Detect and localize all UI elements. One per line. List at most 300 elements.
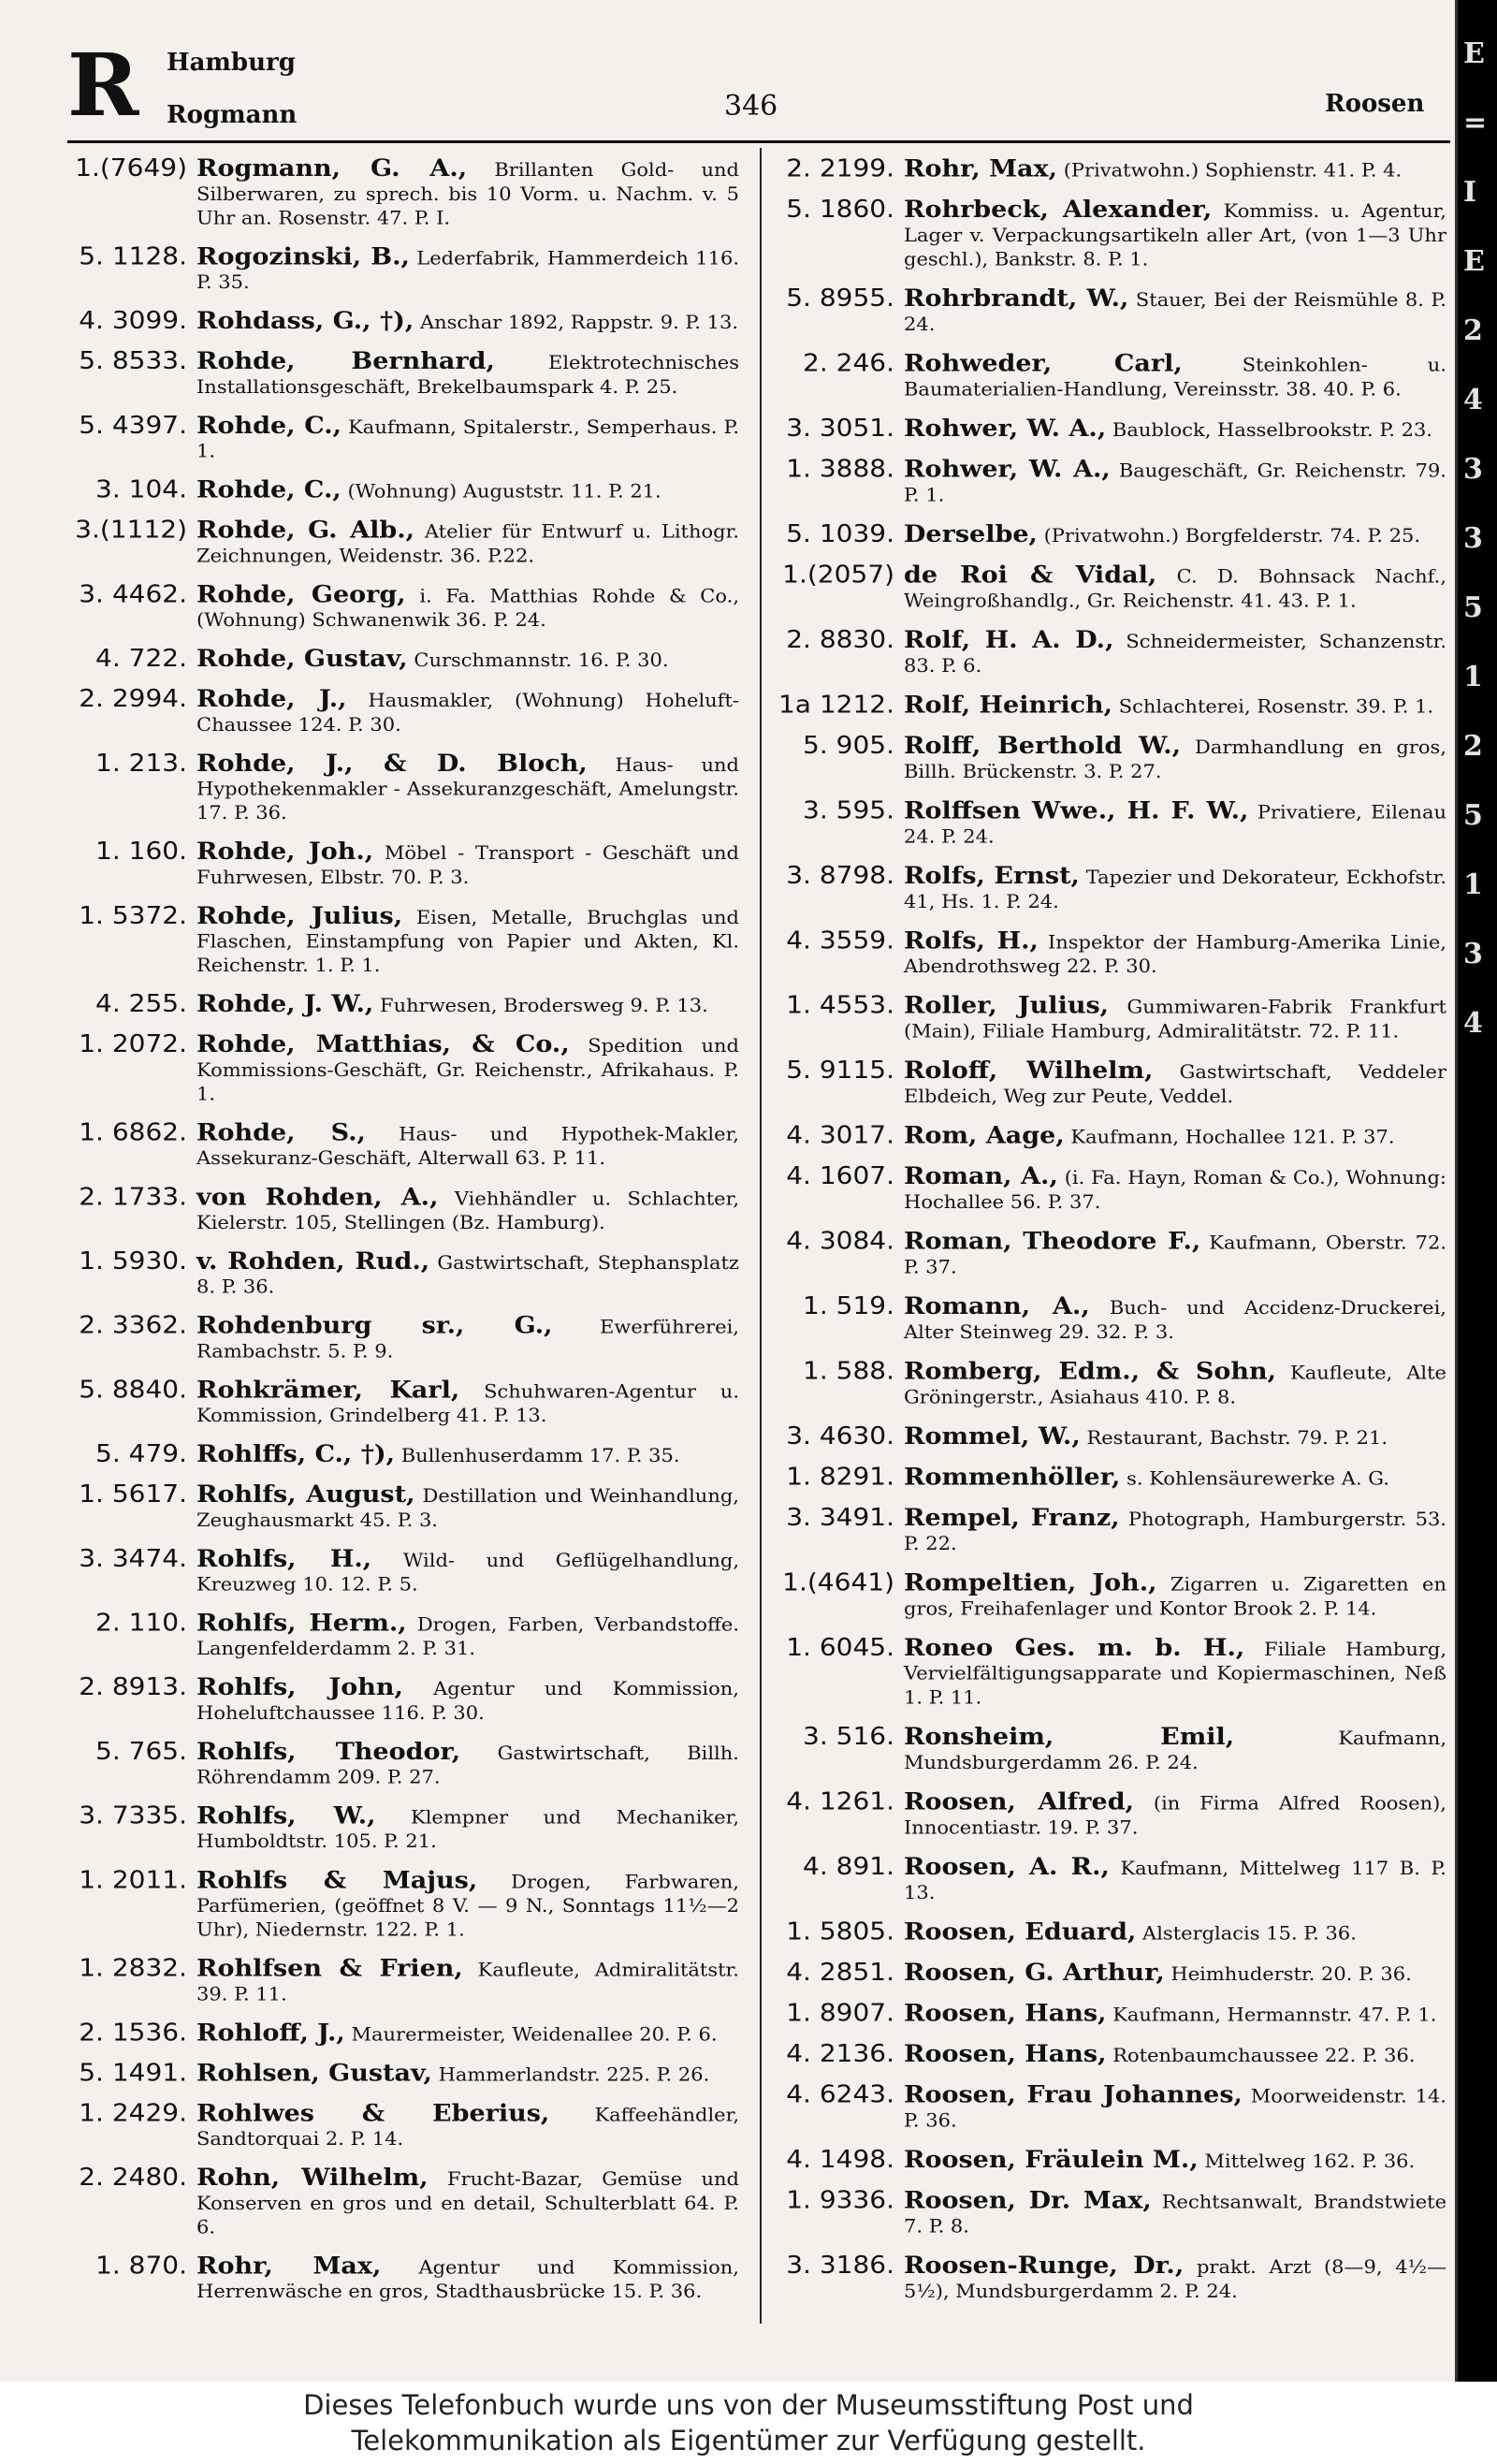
subscriber-name: Rohde, Joh., (196, 838, 374, 866)
entry-text (196, 2021, 739, 2047)
phone-number: 1. 5372. (79, 901, 187, 930)
entry-text (196, 752, 739, 825)
subscriber-name: Rohwer, W. A., (904, 415, 1107, 443)
directory-entry (775, 2250, 1446, 2304)
entry-text (196, 310, 739, 335)
header-last-name: Roosen (1325, 90, 1425, 118)
subscriber-name: Rohn, Wilhelm, (196, 2165, 429, 2192)
entry-text (196, 583, 739, 632)
phone-number: 2. 3362. (79, 1310, 187, 1340)
edge-character: I (1463, 176, 1477, 209)
subscriber-name: Rohlfs, Theodor, (196, 1738, 461, 1766)
subscriber-details: Kaufleute, Admiralitätstr. 39. P. 11. (196, 1960, 739, 2005)
subscriber-details: (Privatwohn.) Borgfelderstr. 74. P. 25. (1043, 525, 1421, 547)
phone-number: 1. 5805. (786, 1917, 894, 1946)
phone-number: 4. 6243. (786, 2079, 894, 2109)
phone-number: 4. 3084. (786, 1226, 894, 1256)
phone-number: 4. 2136. (786, 2038, 894, 2068)
header-rule (67, 140, 1450, 143)
subscriber-name: Rohlsen, Gustav, (196, 2060, 432, 2087)
directory-entry (775, 519, 1446, 548)
subscriber-name: Rohweder, Carl, (904, 350, 1183, 378)
directory-entry (67, 1480, 739, 1532)
subscriber-name: Rohlfsen & Frien, (196, 1955, 463, 1983)
subscriber-name: Rohlfs, H., (196, 1545, 372, 1573)
subscriber-name: Rohloff, J., (196, 2019, 345, 2047)
directory-entry (67, 1182, 740, 1234)
phone-number: 1. 6862. (79, 1117, 187, 1146)
subscriber-details: i. Fa. Matthias Rohde & Co., (Wohnung) Schwanenwik 36. P. 24. (196, 585, 739, 631)
phone-number: 2. 8830. (786, 624, 894, 654)
directory-entry (67, 2251, 739, 2303)
subscriber-name: Roosen, Dr. Max, (904, 2187, 1152, 2214)
subscriber-name: Roller, Julius, (904, 992, 1110, 1020)
phone-number: 1.(2057) (782, 560, 894, 590)
phone-number: 1. 9336. (786, 2185, 894, 2214)
directory-entry (67, 1608, 739, 1660)
subscriber-details: Agentur und Kommission, Hoheluftchaussee 116. P. 30. (196, 1678, 739, 1724)
subscriber-name: Rohde, S., (196, 1119, 366, 1146)
subscriber-details: Alsterglacis 15. P. 36. (1142, 1922, 1357, 1945)
subscriber-details: Haus- und Hypothek-Makler, Assekuranz-Geschäft, Alterwall 63. P. 11. (196, 1124, 739, 1169)
subscriber-details: Photograph, Hamburgerstr. 53. P. 22. (904, 1509, 1446, 1554)
subscriber-name: Rohde, Julius, (196, 902, 403, 930)
entry-text (904, 799, 1446, 849)
directory-entry (67, 1029, 739, 1106)
subscriber-name: Rohlwes & Eberius, (196, 2100, 550, 2127)
adjacent-page-characters (1460, 0, 1497, 2382)
entry-text (904, 2254, 1446, 2304)
entry-text (904, 1636, 1446, 1710)
subscriber-details: Maurermeister, Weidenallee 20. P. 6. (351, 2023, 718, 2045)
directory-entry (775, 926, 1446, 979)
phone-number: 2. 2994. (79, 684, 187, 713)
header-first-name: Rogmann (167, 101, 298, 129)
phone-number: 4. 1261. (786, 1786, 894, 1816)
directory-entry (775, 1056, 1446, 1109)
phone-number: 3. 8798. (786, 860, 894, 890)
subscriber-name: Rohde, J. W., (196, 991, 374, 1018)
phone-number: 4. 3559. (786, 926, 894, 955)
directory-entry (67, 1375, 739, 1427)
entry-text (904, 1571, 1446, 1621)
subscriber-name: Ronsheim, Emil, (904, 1723, 1235, 1751)
subscriber-details: Kommiss. u. Agentur, Lager v. Verpackungsartikeln aller Art, (von 1—3 Uhr geschl.), Bankstr. 8. P. 1. (904, 200, 1446, 270)
entry-text (904, 2189, 1446, 2238)
subscriber-details: Gastwirtschaft, Billh. Röhrendamm 209. P. 27. (196, 1742, 739, 1788)
entry-text (196, 1443, 739, 1468)
entry-text (196, 840, 739, 889)
subscriber-details: Hausmakler, (Wohnung) Hoheluft-Chaussee 124. P. 30. (196, 690, 739, 736)
entry-text (904, 994, 1446, 1043)
subscriber-details: C. D. Bohnsack Nachf., Weingroßhandlg., Gr. Reichenstr. 41. 43. P. 1. (904, 566, 1446, 612)
directory-entry (67, 1737, 739, 1789)
subscriber-name: de Roi & Vidal, (904, 561, 1157, 590)
phone-number: 5. 4397. (79, 411, 187, 440)
subscriber-name: Rohde, Georg, (196, 581, 406, 608)
entry-text (904, 1790, 1446, 1840)
phone-number: 1. 2429. (79, 2098, 187, 2127)
subscriber-name: Rohlfs & Majus, (196, 1867, 478, 1894)
subscriber-name: Roneo Ges. m. b. H., (904, 1634, 1245, 1662)
directory-entry (775, 624, 1446, 678)
entry-text (904, 287, 1446, 337)
subscriber-details: Filiale Hamburg, Vervielfältigungsapparate und Kopiermaschinen, Neß 1. P. 11. (904, 1639, 1446, 1709)
subscriber-details: Mittelweg 162. P. 36. (1204, 2151, 1416, 2172)
phone-number: 1. 8907. (786, 1998, 894, 2027)
subscriber-details: Kaufleute, Alte Gröningerstr., Asiahaus 410. P. 8. (904, 1362, 1446, 1408)
directory-entry (775, 560, 1446, 613)
footer-line-1: Dieses Telefonbuch wurde uns von der Museumsstiftung Post und (303, 2389, 1194, 2421)
subscriber-name: Rohwer, W. A., (904, 456, 1111, 484)
subscriber-name: Rohlfs, August, (196, 1481, 415, 1509)
entry-text (196, 1545, 739, 1596)
directory-entry (67, 1672, 739, 1725)
directory-entry (775, 2079, 1446, 2133)
phone-number: 1. 213. (95, 748, 187, 778)
subscriber-details: Spedition und Kommissions-Geschäft, Gr. Reichenstr., Afrikahaus. P. 1. (196, 1035, 739, 1105)
subscriber-name: Rohdenburg sr., G., (196, 1312, 553, 1340)
column-divider (760, 148, 762, 2324)
entry-text (904, 1422, 1446, 1451)
directory-entry (775, 348, 1446, 401)
directory-entry (775, 2144, 1446, 2174)
subscriber-details: Bullenhuserdamm 17. P. 35. (400, 1445, 680, 1466)
subscriber-details: Hammerlandstr. 225. P. 26. (438, 2063, 710, 2085)
subscriber-name: Rolf, H. A. D., (904, 626, 1114, 654)
phone-number: 5. 9115. (786, 1056, 894, 1085)
directory-entry (67, 901, 739, 978)
directory-entry (775, 1917, 1446, 1946)
subscriber-details: Stauer, Bei der Reismühle 8. P. 24. (904, 289, 1446, 335)
phone-number: 1. 4553. (786, 990, 894, 1020)
directory-entry (775, 795, 1446, 849)
subscriber-details: Kaufmann, Oberstr. 72. P. 37. (904, 1232, 1446, 1278)
phone-number: 1. 5930. (79, 1247, 187, 1276)
entry-text (196, 157, 739, 230)
phone-number: 1a 1212. (778, 690, 894, 719)
phone-number: 2. 1536. (79, 2018, 187, 2047)
entry-text (904, 2146, 1446, 2174)
phone-number: 2. 2480. (79, 2163, 187, 2192)
phone-number: 4. 1607. (786, 1161, 894, 1190)
phone-number: 2. 2199. (786, 153, 894, 182)
phone-number: 5. 765. (95, 1737, 187, 1766)
subscriber-details: Baublock, Hasselbrookstr. P. 23. (1112, 419, 1432, 441)
directory-entry (775, 414, 1446, 443)
subscriber-details: Viehhändler u. Schlachter, Kielerstr. 105, Stellingen (Bz. Hamburg). (196, 1188, 740, 1233)
directory-entry (775, 1161, 1446, 1215)
subscriber-details: Anschar 1892, Rappstr. 9. P. 13. (419, 312, 739, 333)
directory-entry (775, 1957, 1446, 1987)
phone-number: 3.(1112) (75, 515, 187, 545)
entry-text (904, 2083, 1446, 2133)
subscriber-name: Rohlfs, W., (196, 1802, 376, 1830)
phone-number: 1. 870. (95, 2251, 187, 2280)
directory-entry (67, 1865, 739, 1942)
subscriber-details: Gastwirtschaft, Stephansplatz 8. P. 36. (196, 1252, 739, 1298)
entry-text (196, 2062, 739, 2087)
subscriber-name: Rohrbeck, Alexander, (904, 196, 1213, 224)
directory-entry (775, 194, 1446, 272)
page-number: 346 (724, 90, 778, 123)
subscriber-name: Roosen, Alfred, (904, 1788, 1134, 1816)
entry-text (904, 198, 1446, 272)
phone-number: 4. 722. (95, 644, 187, 673)
subscriber-details: Tapezier und Dekorateur, Eckhofstr. 41, Hs. 1. P. 24. (904, 867, 1446, 912)
directory-entry (67, 748, 739, 825)
subscriber-name: Romann, A., (904, 1292, 1090, 1320)
subscriber-details: Drogen, Farbwaren, Parfümerien, (geöffnet 8 V. — 9 N., Sonntags 11½—2 Uhr), Niedernstr. 122. P. 1. (196, 1871, 739, 1941)
entry-text (904, 1124, 1446, 1149)
phone-number: 1. 2832. (79, 1953, 187, 1983)
phone-number: 3. 7335. (79, 1801, 187, 1830)
phone-number: 3. 4462. (79, 579, 187, 608)
phone-number: 5. 1860. (786, 194, 894, 224)
edge-character: 1 (1463, 868, 1483, 901)
subscriber-name: Roman, Theodore F., (904, 1228, 1201, 1256)
phone-number: 3. 3491. (786, 1502, 894, 1532)
edge-character: 2 (1463, 314, 1483, 347)
directory-entry (67, 1247, 739, 1299)
subscriber-name: Rohde, C., (196, 476, 342, 504)
directory-entry (775, 1120, 1446, 1150)
subscriber-name: Romberg, Edm., & Sohn, (904, 1358, 1277, 1385)
subscriber-name: Rolf, Heinrich, (904, 692, 1113, 719)
subscriber-name: Rohde, Matthias, & Co., (196, 1031, 570, 1058)
subscriber-name: Rolfs, H., (904, 927, 1039, 955)
phone-number: 1. 588. (803, 1356, 894, 1385)
subscriber-name: Rohde, Gustav, (196, 646, 408, 673)
edge-character: E (1463, 37, 1485, 70)
edge-character: 3 (1463, 938, 1483, 970)
entry-text (196, 1869, 739, 1942)
subscriber-details: Heimhuderstr. 20. P. 36. (1170, 1963, 1412, 1985)
subscriber-name: Rempel, Franz, (904, 1504, 1120, 1532)
phone-number: 2. 1733. (79, 1182, 187, 1211)
phone-number: 2. 110. (95, 1608, 187, 1637)
subscriber-name: Rommel, W., (904, 1422, 1081, 1451)
entry-text (196, 1611, 739, 1660)
subscriber-name: von Rohden, A., (196, 1184, 439, 1211)
entry-text (196, 1378, 739, 1427)
subscriber-details: Lederfabrik, Hammerdeich 116. P. 35. (196, 248, 740, 293)
subscriber-details: (Wohnung) Auguststr. 11. P. 21. (347, 481, 661, 503)
subscriber-details: Fuhrwesen, Brodersweg 9. P. 13. (380, 995, 708, 1016)
subscriber-details: Destillation und Weinhandlung, Zeughausmarkt 45. P. 3. (196, 1485, 739, 1531)
directory-entry (67, 241, 740, 294)
subscriber-name: Rohr, Max, (196, 2253, 382, 2280)
directory-entry (67, 474, 739, 504)
section-letter: R (67, 35, 138, 136)
entry-text (904, 864, 1446, 913)
subscriber-name: Rohde, Bernhard, (196, 348, 495, 375)
subscriber-details: Curschmannstr. 16. P. 30. (414, 649, 669, 671)
phone-number: 5. 8840. (79, 1375, 187, 1404)
entry-text (196, 1186, 739, 1234)
directory-entry (775, 1462, 1446, 1491)
subscriber-details: Wild- und Geflügelhandlung, Kreuzweg 10. 12. P. 5. (196, 1550, 739, 1596)
left-column (67, 153, 740, 2319)
subscriber-details: Moorweidenstr. 14. P. 36. (904, 2085, 1446, 2132)
directory-entry (67, 306, 739, 335)
subscriber-details: Restaurant, Bachstr. 79. P. 21. (1086, 1427, 1388, 1449)
subscriber-name: Roosen, Hans, (904, 2000, 1107, 2027)
subscriber-details: Brillanten Gold- und Silberwaren, zu sprech. bis 10 Vorm. u. Nachm. v. 5 Uhr an. Rosenstr. 47. P. I. (196, 159, 739, 229)
directory-entry (67, 989, 739, 1018)
subscriber-details: Ewerführerei, Rambachstr. 5. P. 9. (196, 1317, 739, 1362)
entry-text (196, 519, 739, 568)
subscriber-name: Rohrbrandt, W., (904, 285, 1129, 313)
directory-entry (67, 2163, 739, 2239)
subscriber-name: Rolff, Berthold W., (904, 732, 1182, 760)
entry-text (904, 626, 1446, 678)
directory-entry (67, 346, 739, 399)
edge-character: 2 (1463, 730, 1483, 763)
subscriber-name: Roosen, A. R., (904, 1853, 1110, 1881)
entry-text (196, 1247, 739, 1299)
directory-entry (775, 153, 1446, 182)
entry-text (196, 2102, 739, 2151)
directory-entry (775, 1567, 1446, 1621)
entry-text (196, 993, 739, 1018)
subscriber-details: Steinkohlen- u. Baumaterialien-Handlung, Vereinsstr. 38. 40. P. 6. (904, 355, 1446, 401)
phone-number: 4. 3017. (786, 1120, 894, 1150)
directory-entry (67, 1439, 739, 1468)
subscriber-name: v. Rohden, Rud., (196, 1247, 430, 1276)
subscriber-details: Schuhwaren-Agentur u. Kommission, Grindelberg 41. P. 13. (196, 1380, 739, 1426)
subscriber-name: Roosen, Eduard, (904, 1918, 1137, 1946)
edge-character: 1 (1463, 661, 1483, 693)
entry-text (904, 1723, 1446, 1775)
directory-entry (67, 2018, 739, 2047)
phone-number: 4. 1498. (786, 2144, 894, 2174)
directory-entry (775, 860, 1446, 913)
entry-text (904, 1853, 1446, 1905)
phone-number: 1. 8291. (786, 1462, 894, 1491)
subscriber-name: Rohkrämer, Karl, (196, 1377, 460, 1404)
entry-text (904, 520, 1446, 548)
directory-entry (775, 1851, 1446, 1905)
entry-text (904, 417, 1446, 443)
directory-entry (67, 684, 739, 736)
subscriber-name: Rohlfs, Herm., (196, 1610, 407, 1637)
subscriber-name: Roosen-Runge, Dr., (904, 2252, 1185, 2280)
phone-number: 1.(7649) (75, 153, 187, 182)
header-city: Hamburg (167, 49, 296, 77)
edge-character: E (1463, 245, 1485, 278)
phone-number: 5. 8533. (79, 346, 187, 375)
directory-entry (775, 1356, 1446, 1409)
entry-text (196, 1676, 739, 1725)
phone-number: 2. 246. (803, 348, 894, 378)
phone-number: 5. 8955. (786, 284, 894, 313)
subscriber-details: Kaufmann, Hochallee 121. P. 37. (1070, 1127, 1395, 1148)
subscriber-name: Rohlfs, John, (196, 1674, 403, 1701)
phone-number: 1. 5617. (79, 1480, 187, 1509)
right-column (775, 153, 1446, 2319)
subscriber-details: Kaufmann, Hermannstr. 47. P. 1. (1112, 2004, 1437, 2026)
phone-number: 3. 3474. (79, 1543, 187, 1573)
subscriber-name: Roloff, Wilhelm, (904, 1057, 1154, 1085)
phone-number: 5. 1491. (79, 2058, 187, 2087)
directory-entry (67, 1310, 739, 1363)
subscriber-name: Rommenhöller, (904, 1464, 1121, 1491)
entry-text (904, 1162, 1446, 1215)
directory-entry (67, 2058, 739, 2087)
subscriber-details: Kaufmann, Spitalerstr., Semperhaus. P. 1. (196, 416, 739, 462)
directory-entry (775, 454, 1446, 507)
subscriber-name: Rohdass, G., †), (196, 308, 414, 335)
subscriber-name: Roosen, Hans, (904, 2040, 1107, 2068)
subscriber-details: (in Firma Alfred Roosen), Innocentiastr. 19. P. 37. (904, 1793, 1446, 1839)
subscriber-details: Gastwirtschaft, Veddeler Elbdeich, Weg zur Peute, Veddel. (904, 1061, 1446, 1107)
directory-entry (67, 515, 739, 568)
subscriber-name: Rohde, C., (196, 412, 342, 440)
subscriber-details: (i. Fa. Hayn, Roman & Co.), Wohnung: Hochallee 56. P. 37. (904, 1167, 1446, 1213)
directory-entry (775, 1226, 1446, 1279)
phone-number: 2. 8913. (79, 1672, 187, 1701)
subscriber-name: Roosen, Frau Johannes, (904, 2081, 1243, 2109)
phone-number: 1. 160. (95, 837, 187, 866)
phone-number: 3. 104. (95, 474, 187, 504)
phone-number: 5. 1039. (786, 519, 894, 548)
directory-entry (775, 1421, 1446, 1451)
subscriber-name: Rohde, J., & D. Bloch, (196, 750, 588, 778)
directory-entry (775, 1632, 1446, 1710)
entry-text (904, 732, 1446, 784)
subscriber-name: Rohr, Max, (904, 155, 1058, 182)
subscriber-name: Rohlffs, C., †), (196, 1441, 396, 1468)
directory-entry (775, 730, 1446, 784)
subscriber-details: Atelier für Entwurf u. Lithogr. Zeichnungen, Weidenstr. 36. P.22. (196, 521, 739, 566)
edge-character: 5 (1463, 591, 1483, 624)
subscriber-details: Darmhandlung en gros, Billh. Brückenstr. 3. P. 27. (904, 736, 1446, 782)
entry-text (196, 1804, 739, 1853)
directory-entry (775, 1998, 1446, 2027)
directory-entry (775, 1502, 1446, 1556)
subscriber-details: Klempner und Mechaniker, Humboldtstr. 105. P. 21. (196, 1807, 739, 1852)
subscriber-name: Rom, Aage, (904, 1122, 1065, 1150)
subscriber-name: Roman, A., (904, 1162, 1058, 1190)
directory-entry (67, 579, 739, 632)
subscriber-details: Drogen, Farben, Verbandstoffe. Langenfelderdamm 2. P. 31. (196, 1614, 739, 1659)
phone-number: 1.(4641) (782, 1567, 894, 1596)
subscriber-details: Buch- und Accidenz-Druckerei, Alter Steinweg 29. 32. P. 3. (904, 1297, 1446, 1343)
entry-text (196, 1033, 739, 1106)
directory-entry (67, 1543, 739, 1596)
entry-text (904, 1059, 1446, 1109)
subscriber-details: Eisen, Metalle, Bruchglas und Flaschen, Einstampfung von Papier und Akten, Kl. Reichenstr. 1. P. 1. (196, 907, 739, 976)
edge-character: 4 (1463, 384, 1483, 416)
directory-entry (67, 2098, 739, 2151)
subscriber-name: Roosen, G. Arthur, (904, 1959, 1165, 1987)
entry-text (904, 1360, 1446, 1409)
phone-number: 4. 2851. (786, 1957, 894, 1987)
subscriber-name: Rogozinski, B., (196, 243, 410, 270)
subscriber-details: Rotenbaumchaussee 22. P. 36. (1112, 2045, 1416, 2066)
entry-text (196, 478, 739, 503)
directory-entry (67, 153, 739, 230)
subscriber-details: Möbel - Transport - Geschäft und Fuhrwesen, Elbstr. 70. P. 3. (196, 842, 739, 888)
phone-number: 4. 255. (95, 989, 187, 1018)
entry-text (196, 2166, 739, 2239)
subscriber-name: Rolfs, Ernst, (904, 862, 1080, 890)
entry-text (196, 2254, 739, 2303)
phone-number: 5. 905. (803, 730, 894, 760)
subscriber-details: Agentur und Kommission, Herrenwäsche en gros, Stadthausbrücke 15. P. 36. (196, 2257, 739, 2302)
directory-entry (775, 2185, 1446, 2238)
